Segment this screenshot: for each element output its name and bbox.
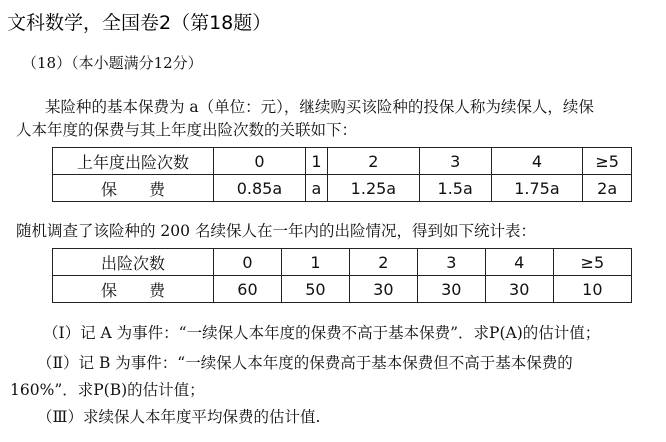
premium-table-col: 1 xyxy=(305,148,327,175)
survey-table-cell: 60 xyxy=(214,276,282,303)
survey-table-header-row xyxy=(53,249,632,276)
premium-table-cell: 2a xyxy=(583,175,632,202)
premium-table-col: 0 xyxy=(214,148,306,175)
question-number: （18）（本小题满分12分） xyxy=(22,54,203,72)
survey-table-cell: 10 xyxy=(553,276,631,303)
premium-table-cell: 1.25a xyxy=(327,175,419,202)
survey-table-col: 0 xyxy=(214,249,282,276)
subquestion-3: （Ⅲ）求续保人本年度平均保费的估计值. xyxy=(37,408,321,426)
premium-table-header-label: 上年度出险次数 xyxy=(53,148,214,175)
survey-table-cell: 50 xyxy=(281,276,349,303)
premium-table-value-row xyxy=(53,175,632,202)
survey-table-header-label: 出险次数 xyxy=(53,249,214,276)
intro-line-1: 某险种的基本保费为 a（单位：元），继续购买该险种的投保人称为续保人，续保 xyxy=(45,98,594,116)
subquestion-2-line-2: 160%”．求P(B)的估计值； xyxy=(10,381,205,399)
survey-table-cell: 30 xyxy=(485,276,553,303)
intro-line-2: 人本年度的保费与其上年度出险次数的关联如下： xyxy=(16,121,358,139)
survey-table-col: ≥5 xyxy=(553,249,631,276)
subquestion-1: （Ⅰ）记 A 为事件：“一续保人本年度的保费不高于基本保费”．求P(A)的估计值； xyxy=(43,324,601,342)
premium-table-header-row xyxy=(53,148,632,175)
premium-table-cell: 1.75a xyxy=(491,175,583,202)
survey-table-col: 4 xyxy=(485,249,553,276)
premium-table-col: 4 xyxy=(491,148,583,175)
survey-table-col: 1 xyxy=(281,249,349,276)
survey-table-col: 3 xyxy=(417,249,485,276)
survey-line: 随机调查了该险种的 200 名续保人在一年内的出险情况，得到如下统计表： xyxy=(16,222,536,240)
premium-table-cell: 0.85a xyxy=(214,175,306,202)
survey-table-row-label: 保 费 xyxy=(53,276,214,303)
survey-table-cell: 30 xyxy=(349,276,417,303)
subquestion-2-line-1: （Ⅱ）记 B 为事件：“一续保人本年度的保费高于基本保费但不高于基本保费的 xyxy=(37,354,573,372)
premium-table-cell: 1.5a xyxy=(419,175,491,202)
premium-table-col: 3 xyxy=(419,148,491,175)
survey-table xyxy=(52,248,632,303)
premium-table-row-label: 保 费 xyxy=(53,175,214,202)
premium-table-cell: a xyxy=(305,175,327,202)
survey-table-cell: 30 xyxy=(417,276,485,303)
survey-table-value-row xyxy=(53,276,632,303)
survey-table-col: 2 xyxy=(349,249,417,276)
problem-header: 文科数学，全国卷2（第18题） xyxy=(7,12,272,34)
premium-table-col: ≥5 xyxy=(583,148,632,175)
premium-table-col: 2 xyxy=(327,148,419,175)
premium-table xyxy=(52,147,632,202)
